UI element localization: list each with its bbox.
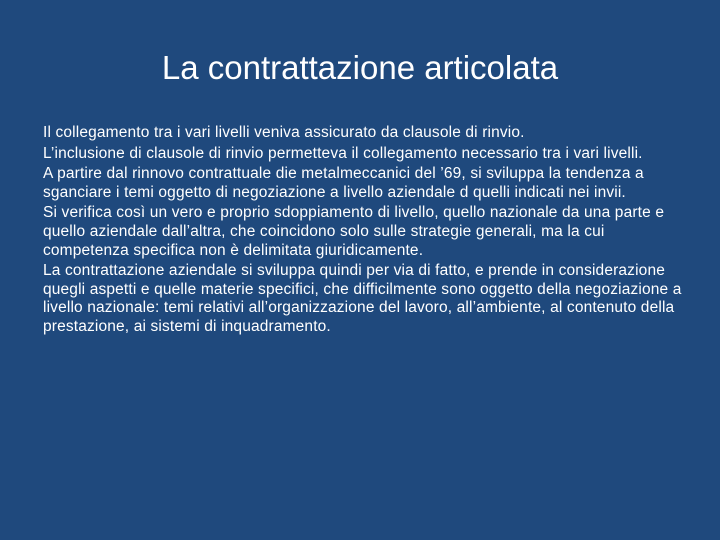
- body-paragraph: La contrattazione aziendale si sviluppa quindi per via di fatto, e prende in considerazione quegli aspetti e quelle materie specifici, che difficilmente sono oggetto della negoziazione a livello nazionale: temi relativi all’organizzazione del lavoro, all’ambiente, al contenuto della prestazione, ai sistemi di inquadramento.: [43, 262, 682, 335]
- body-paragraph: Si verifica così un vero e proprio sdoppiamento di livello, quello nazionale da una parte e quello aziendale dall’altra, che coincidono solo sulle strategie generali, ma la cui competenza specifica non è delimitata giuridicamente.: [43, 204, 665, 259]
- slide-title: La contrattazione articolata: [161, 49, 559, 86]
- body-paragraph: A partire dal rinnovo contrattuale die metalmeccanici del ’69, si sviluppa la tendenza a sganciare i temi oggetto di negoziazione a livello aziendale d quelli indicati nei invii.: [43, 165, 644, 201]
- body-paragraph: L’inclusione di clausole di rinvio permetteva il collegamento necessario tra i vari livelli.: [43, 144, 643, 162]
- slide-body: [43, 124, 683, 339]
- body-paragraph: Il collegamento tra i vari livelli veniva assicurato da clausole di rinvio.: [43, 124, 525, 141]
